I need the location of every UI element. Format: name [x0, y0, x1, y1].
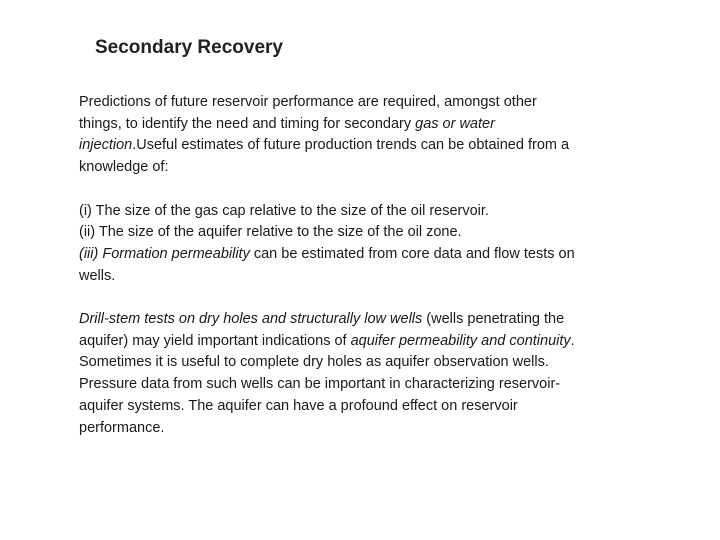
drill-stem-paragraph [79, 309, 679, 439]
text-line: aquifer) may yield important indications of aquifer permeability and continuity. [79, 332, 575, 349]
text-line: performance. [79, 419, 165, 436]
text-line: aquifer systems. The aquifer can have a profound effect on reservoir [79, 397, 518, 414]
italic-term: injection [79, 137, 133, 154]
text-line: wells. [79, 267, 116, 284]
factors-paragraph [79, 201, 679, 288]
text-line: Predictions of future reservoir performance are required, amongst other [79, 94, 537, 110]
text-line: Pressure data from such wells can be important in characterizing reservoir- [79, 376, 561, 393]
text-line: injection.Useful estimates of future production trends can be obtained from a [79, 137, 570, 154]
text-line: Sometimes it is useful to complete dry holes as aquifer observation wells. [79, 354, 549, 371]
italic-term: gas or water [415, 115, 495, 132]
slide-title: Secondary Recovery [95, 37, 283, 58]
text-line: (i) The size of the gas cap relative to the size of the oil reservoir. [79, 202, 489, 219]
text-line: knowledge of: [79, 159, 169, 176]
italic-term: Drill-stem tests on dry holes and structurally low wells [79, 311, 423, 327]
intro-paragraph [79, 92, 679, 179]
slide-body [79, 92, 679, 461]
text-line: (ii) The size of the aquifer relative to the size of the oil zone. [79, 224, 462, 241]
text-line: (iii) Formation permeability can be estimated from core data and flow tests on [79, 245, 575, 262]
italic-term: aquifer permeability and continuity [350, 332, 571, 349]
italic-term: (iii) Formation permeability [79, 245, 250, 262]
text-line: things, to identify the need and timing for secondary gas or water [79, 115, 495, 132]
text-line: Drill-stem tests on dry holes and structurally low wells (wells penetrating the [79, 311, 565, 327]
